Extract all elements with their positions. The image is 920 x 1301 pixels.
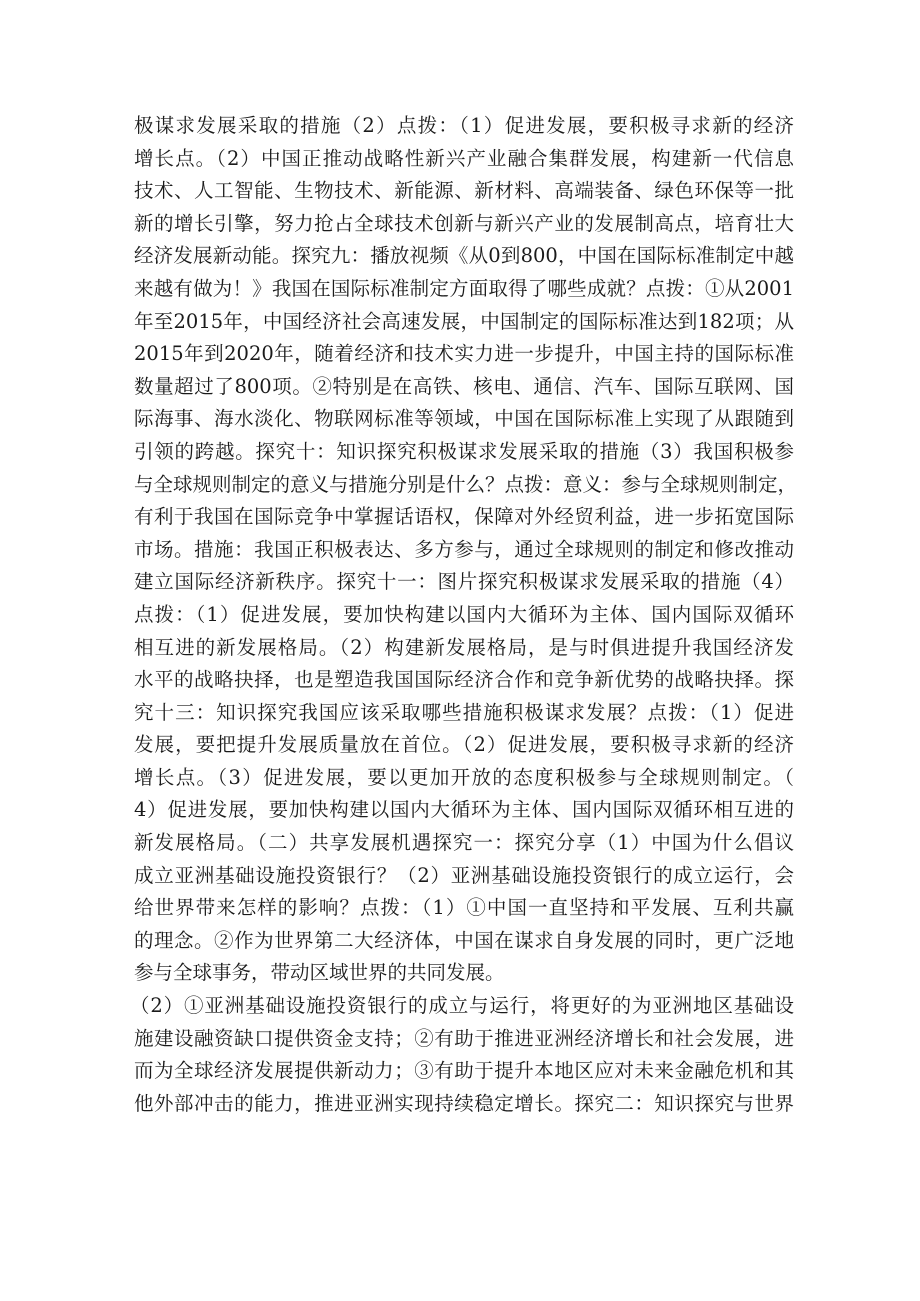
- text-line: 他外部冲击的能力，推进亚洲实现持续稳定增长。探究二：知识探究与世界: [134, 1091, 794, 1115]
- text-line: 数量超过了800项。②特别是在高铁、核电、通信、汽车、国际互联网、国: [134, 374, 794, 398]
- text-line: 参与全球事务，带动区域世界的共同发展。: [134, 961, 505, 985]
- text-line: 点拨：（1）促进发展，要加快构建以国内大循环为主体、国内国际双循环: [134, 602, 794, 626]
- text-line: 技术、人工智能、生物技术、新能源、新材料、高端装备、绿色环保等一批: [134, 179, 794, 203]
- text-line: 有利于我国在国际竞争中掌握话语权，保障对外经贸利益，进一步拓宽国际: [134, 505, 794, 529]
- text-line: 究十三：知识探究我国应该采取哪些措施积极谋求发展？点拨：（1）促进: [134, 700, 794, 724]
- text-line: 的理念。②作为世界第二大经济体，中国在谋求自身发展的同时，更广泛地: [134, 928, 794, 952]
- text-line: 市场。措施：我国正积极表达、多方参与，通过全球规则的制定和修改推动: [134, 537, 794, 561]
- text-line: 施建设融资缺口提供资金支持；②有助于推进亚洲经济增长和社会发展，进: [134, 1026, 794, 1050]
- text-line: 经济发展新动能。探究九：播放视频《从0到800，中国在国际标准制定中越: [134, 244, 794, 268]
- text-line: 新发展格局。（二）共享发展机遇探究一：探究分享（1）中国为什么倡议: [134, 831, 794, 855]
- text-line: 来越有做为！》我国在国际标准制定方面取得了哪些成就？点拨：①从2001: [134, 276, 794, 300]
- text-line: 成立亚洲基础设施投资银行？（2）亚洲基础设施投资银行的成立运行，会: [134, 863, 794, 887]
- text-line: 给世界带来怎样的影响？点拨：（1）①中国一直坚持和平发展、互利共赢: [134, 896, 794, 920]
- body-text: [130, 110, 798, 1120]
- text-line: 引领的跨越。探究十：知识探究积极谋求发展采取的措施（3）我国积极参: [134, 439, 794, 463]
- text-line: 新的增长引擎，努力抢占全球技术创新与新兴产业的发展制高点，培育壮大: [134, 211, 794, 235]
- text-line: 而为全球经济发展提供新动力；③有助于提升本地区应对未来金融危机和其: [134, 1059, 794, 1083]
- text-line: 水平的战略抉择，也是塑造我国国际经济合作和竞争新优势的战略抉择。探: [134, 668, 794, 692]
- text-line: 建立国际经济新秩序。探究十一：图片探究积极谋求发展采取的措施（4）: [134, 570, 794, 594]
- text-line: （2）①亚洲基础设施投资银行的成立与运行，将更好的为亚洲地区基础设: [130, 994, 794, 1018]
- text-line: 2015年到2020年，随着经济和技术实力进一步提升，中国主持的国际标准: [134, 342, 794, 366]
- text-line: 增长点。（2）中国正推动战略性新兴产业融合集群发展，构建新一代信息: [134, 146, 794, 170]
- text-line: 年至2015年，中国经济社会高速发展，中国制定的国际标准达到182项；从: [134, 309, 794, 333]
- text-line: 发展，要把提升发展质量放在首位。（2）促进发展，要积极寻求新的经济: [134, 733, 794, 757]
- text-line: 际海事、海水淡化、物联网标准等领域，中国在国际标准上实现了从跟随到: [134, 407, 794, 431]
- text-line: 4）促进发展，要加快构建以国内大循环为主体、国内国际双循环相互进的: [134, 798, 794, 822]
- text-line: 相互进的新发展格局。（2）构建新发展格局，是与时俱进提升我国经济发: [134, 635, 794, 659]
- text-line: 与全球规则制定的意义与措施分别是什么？点拨：意义：参与全球规则制定，: [134, 472, 798, 496]
- text-line: 极谋求发展采取的措施（2）点拨：（1）促进发展，要积极寻求新的经济: [134, 114, 794, 137]
- text-line: 增长点。（3）促进发展，要以更加开放的态度积极参与全球规则制定。（: [134, 765, 794, 789]
